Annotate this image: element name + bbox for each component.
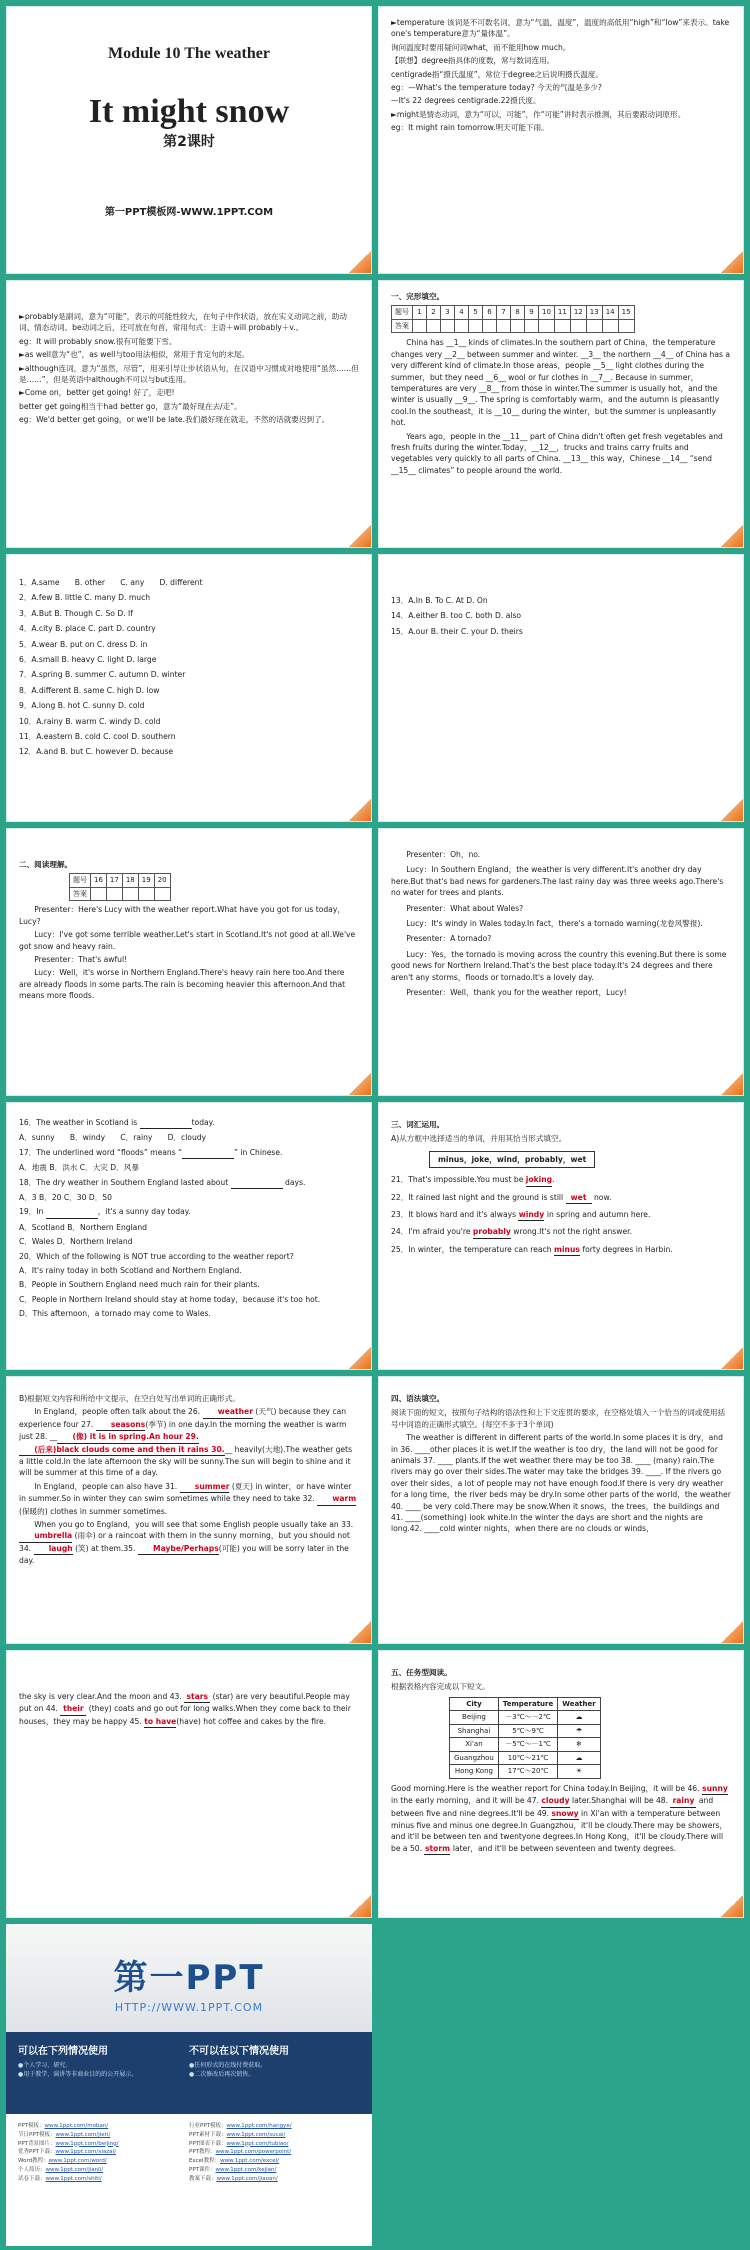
dialogue-line: Presenter：A tornado? <box>406 934 492 944</box>
option-line: 2．A.few B. little C. many D. much <box>19 593 151 603</box>
link-row: 行业PPT模板：www.1ppt.com/hangye/ <box>189 2123 292 2129</box>
note-line: better get going相当于had better go，意为“最好现在去/走”。 <box>19 401 242 411</box>
resource-link[interactable]: www.1ppt.com/word/ <box>48 2158 107 2165</box>
grid-cell <box>570 319 586 333</box>
link-list-left <box>18 2122 189 2184</box>
section-instruction: B)根据短文内容和所给中文提示，在空白处写出单词的正确形式。 <box>19 1394 240 1403</box>
word-box: minus，joke，wind，probably，wet <box>429 1151 595 1168</box>
cloze-paragraph: Years ago，people in the __11__ part of China didn't often get fresh vegetables and fresh fruits during the winter.Today，__12__，trucks and trains carry fruits and vegetables very quickly to all parts of China. __13__ this way，Chinese __14__ “send __15__ climates” to people around the world. <box>391 431 723 475</box>
reading-slide <box>6 828 372 1096</box>
usage-line: ●用于教学、演讲等非商业目的的公开展示。 <box>18 2071 138 2078</box>
cloze-slide <box>378 280 744 548</box>
usage-line: ●任何形式的在线付费获取。 <box>189 2062 267 2069</box>
question-line: 19．In ，it's a sunny day today. <box>19 1206 359 1218</box>
grid-cell <box>497 319 511 333</box>
grid-cell <box>525 319 539 333</box>
resource-link[interactable]: www.1ppt.com/hangye/ <box>226 2123 292 2129</box>
question-line: 20．Which of the following is NOT true according to the weather report? <box>19 1251 294 1261</box>
page-fold-icon <box>349 1621 371 1643</box>
dialogue-line: Presenter：Oh，no. <box>406 850 481 859</box>
task-reading-slide <box>378 1650 744 1918</box>
resource-link[interactable]: www.1ppt.com/kejian/ <box>215 2166 277 2173</box>
link-row: 优秀PPT下载：www.1ppt.com/xiazai/ <box>18 2149 117 2156</box>
link-row: PPT素材下载：www.1ppt.com/sucai/ <box>189 2131 286 2138</box>
grid-cell: 2 <box>427 306 441 320</box>
note-line: eg：We'd better get going，or we'll be late.我们最好现在就走，不然的话就要迟到了。 <box>19 415 330 425</box>
title-slide <box>6 6 372 274</box>
table-cell: －5℃～－1℃ <box>498 1738 557 1752</box>
resource-link[interactable]: www.1ppt.com/jiaoan/ <box>216 2175 278 2182</box>
grid-cell <box>602 319 618 333</box>
option-line: 15．A.our B. their C. your D. theirs <box>391 626 523 636</box>
question-line: D．This afternoon，a tornado may come to Wales. <box>19 1309 211 1319</box>
weather-icon: ☁ <box>558 1711 600 1725</box>
resource-link[interactable]: www.1ppt.com/jianli/ <box>45 2166 104 2173</box>
question-line: 16．The weather in Scotland is today. <box>19 1117 359 1129</box>
note-line: ►probably是副词，意为“可能”，表示的可能性较大，在句子中作状语，放在实义动词之前，助动词、情态动词、be动词之后，还可放在句首，常用句式：主语＋will probably＋v.。 <box>19 312 347 333</box>
cloze-options-slide <box>6 554 372 822</box>
table-row <box>450 1711 601 1725</box>
grid-cell <box>586 319 602 333</box>
vocab-item: 24．I'm afraid you're probably wrong.It's not the right answer. <box>391 1226 731 1238</box>
weather-report-paragraph: Good morning.Here is the weather report for China today.In Beijing，it will be 46. sunny in the early morning，and it will be 47. cloudy later.Shanghai will be 48. rainy and between five and nine degrees.It'll be 49. snowy in Xi'an with a temperature between minus five and minus one degree.In Guangzhou，it'll be cloudy.There may be showers，and it'll be between ten and twentyone degrees.In Hong Kong，it'll be cloudy.There will be a 50. storm later，and it'll be between seventeen and twenty degrees. <box>391 1783 731 1855</box>
table-cell: 5℃～9℃ <box>498 1724 557 1738</box>
section-heading: 三、词汇运用。 <box>391 1120 445 1129</box>
note-line: 【联想】degree指具体的度数，常与数词连用。 <box>391 56 555 66</box>
cloze-options-slide-2 <box>378 554 744 822</box>
grid-cell: 10 <box>539 306 555 320</box>
question-line: 18．The dry weather in Southern England lasted about days. <box>19 1177 359 1189</box>
resource-link[interactable]: www.1ppt.com/beijing/ <box>55 2140 119 2147</box>
answer-grid <box>69 873 171 901</box>
allowed-usage <box>18 2042 189 2104</box>
usage-line: ●个人学习、研究。 <box>18 2062 72 2069</box>
question-line: C．People in Northern Ireland should stay at home today，because it's too hot. <box>19 1294 321 1304</box>
option-line: 6．A.small B. heavy C. light D. large <box>19 654 157 664</box>
resource-link[interactable]: www.1ppt.com/xiazai/ <box>55 2149 117 2156</box>
table-cell: Guangzhou <box>450 1751 499 1765</box>
link-row: 教案下载：www.1ppt.com/jiaoan/ <box>189 2175 278 2182</box>
reading-slide-2 <box>378 828 744 1096</box>
table-row <box>450 1724 601 1738</box>
table-row <box>450 1751 601 1765</box>
grid-cell: 14 <box>602 306 618 320</box>
table-row <box>450 1765 601 1779</box>
question-line: A．地震 B．洪水 C．大灾 D．风暴 <box>19 1163 139 1173</box>
grid-cell: 15 <box>618 306 634 320</box>
option-line: 1．A.same B. other C. any D. different <box>19 578 203 587</box>
option-line: 10．A.rainy B. warm C. windy D. cold <box>19 716 161 726</box>
grammar-slide <box>378 1376 744 1644</box>
option-line: 11．A.eastern B. cold C. cool D. southern <box>19 731 176 741</box>
brand-logo: 第一PPT <box>113 1958 265 1998</box>
option-line: 7．A.spring B. summer C. autumn D. winter <box>19 670 186 680</box>
option-line: 4．A.city B. place C. part D. country <box>19 624 156 634</box>
resource-link[interactable]: www.1ppt.com/tubiao/ <box>226 2140 289 2147</box>
link-row: PPT课件：www.1ppt.com/kejian/ <box>189 2166 277 2173</box>
note-line: ►although连词，意为“虽然，尽管”，用来引导让步状语从句，在汉语中习惯成对地使用“虽然……但是……”，但是英语中although不可以与but连用。 <box>19 363 359 384</box>
promo-slide <box>6 1924 372 2246</box>
link-row: PPT背景图片：www.1ppt.com/beijing/ <box>18 2140 119 2147</box>
table-cell: Xi'an <box>450 1738 499 1752</box>
grid-cell: 16 <box>91 874 107 888</box>
grammar-paragraph: The weather is different in different parts of the world.In some places it is dry，and in 36. ____other places it is wet.If the weather is too dry，the land will not be good for animals 37. ____ plants.If the wet weather there may be too 38. ____ (many) rain.The rivers may go over their sides.The water may take the bridges 39. ____. If the rivers go over their sides，a lot of people may not have enough food.If there is very dry weather for a long time，the river beds may be dry.In some other parts of the world，the weather 40. ____ be very cold.There may be snow.When it snows，the trees，the buildings and 41. ____(something) look white.In the winter the days are short and the nights are long.42. ____cold winter nights，when there are no clouds or winds， <box>391 1433 731 1534</box>
weather-icon: ❄ <box>558 1738 600 1752</box>
link-list-right <box>189 2122 360 2184</box>
note-line: ►might是情态动词，意为“可以，可能”，作“可能”讲时表示推测，其后要跟动词原形。 <box>391 109 686 119</box>
table-cell: 10℃～21℃ <box>498 1751 557 1765</box>
notes-probably-slide <box>6 280 372 548</box>
grid-cell: 3 <box>441 306 455 320</box>
grid-cell: 19 <box>138 874 154 888</box>
table-cell: Beijing <box>450 1711 499 1725</box>
page-fold-icon <box>349 525 371 547</box>
grid-cell: 17 <box>106 874 122 888</box>
lesson-title: It might snow <box>88 93 290 130</box>
grid-cell <box>441 319 455 333</box>
table-header: Weather <box>558 1697 600 1711</box>
vocab-item: 25．In winter，the temperature can reach minus forty degrees in Harbin. <box>391 1244 731 1256</box>
page-fold-icon <box>721 799 743 821</box>
resource-link[interactable]: www.1ppt.com/powerpoint/ <box>215 2149 292 2156</box>
question-line: A．Scotland B．Northern England <box>19 1222 147 1232</box>
forbidden-usage <box>189 2042 360 2104</box>
note-line: —It's 22 degrees centigrade.22摄氏度。 <box>391 96 541 106</box>
question-line: C．Wales D．Northern Ireland <box>19 1237 133 1247</box>
vocab-paragraph: When you go to England，you will see that some English people usually take an 33. umbrella (雨伞) or a raincoat with them in the sunny morning，but you should not 34. laugh (笑) at them.35. Maybe/Perhaps(可能) you will be sorry later in the day. <box>19 1519 354 1566</box>
grid-cell <box>618 319 634 333</box>
vocab-paragraph: In England，people can also have 31. summer (夏天) in winter，or have winter in summer.So in winter they can swim sometimes while they need to take 32. warm (保暖的) clothes in summer sometimes. <box>19 1481 357 1516</box>
grid-cell <box>554 319 570 333</box>
reading-questions-slide <box>6 1102 372 1370</box>
page-fold-icon <box>721 251 743 273</box>
table-cell: Hong Kong <box>450 1765 499 1779</box>
section-heading: 四、语法填空。 <box>391 1394 445 1403</box>
note-line: ►temperature 该词是不可数名词，意为“气温，温度”，温度的高低用“high”和“low”来表示。take one's temperature意为“量体温”。 <box>391 18 730 39</box>
page-fold-icon <box>721 1621 743 1643</box>
vocabulary-b-slide <box>6 1376 372 1644</box>
vocabulary-slide <box>378 1102 744 1370</box>
weather-icon: ☁ <box>558 1751 600 1765</box>
grid-cell: 4 <box>455 306 469 320</box>
link-row: PPT图表下载：www.1ppt.com/tubiao/ <box>189 2140 289 2147</box>
resource-link[interactable]: www.1ppt.com/excel/ <box>220 2158 280 2165</box>
link-row: PPT模板：www.1ppt.com/moban/ <box>18 2123 109 2129</box>
answer-grid <box>391 305 635 333</box>
brand-url[interactable]: HTTP://WWW.1PPT.COM <box>114 2001 264 2014</box>
grid-cell <box>91 887 107 901</box>
page-fold-icon <box>721 1895 743 1917</box>
weather-icon: ☀ <box>558 1765 600 1779</box>
link-row: 节日PPT模板：www.1ppt.com/jieri/ <box>18 2131 111 2138</box>
dialogue-line: Lucy：Yes，the tornado is moving across the country this evening.But there is some good news for Northern Ireland.That's the best place today.It's 24 degrees and there aren't any storms，floods or tornado.It's a lovely day. <box>391 949 727 982</box>
module-title: Module 10 The weather <box>108 45 270 62</box>
note-line: ►as well意为“也”，as well与too用法相似，常用于肯定句的末尾。 <box>19 350 250 360</box>
resource-link[interactable]: www.1ppt.com/jieri/ <box>55 2131 111 2138</box>
table-row <box>450 1738 601 1752</box>
note-line: eg：It might rain tomorrow.明天可能下雨。 <box>391 123 549 133</box>
page-fold-icon <box>721 1347 743 1369</box>
option-line: 9．A.long B. hot C. sunny D. cold <box>19 701 145 711</box>
question-line: A．sunny B．windy C．rainy D．cloudy <box>19 1133 207 1143</box>
weather-table <box>449 1697 601 1779</box>
link-row: 试卷下载：www.1ppt.com/shiti/ <box>18 2175 102 2182</box>
table-cell: Shanghai <box>450 1724 499 1738</box>
page-fold-icon <box>721 1073 743 1095</box>
page-fold-icon <box>349 1073 371 1095</box>
grid-cell: 13 <box>586 306 602 320</box>
forbidden-heading: 不可以在以下情况使用 <box>189 2046 289 2057</box>
table-header: City <box>450 1697 499 1711</box>
note-line: centigrade指“摄氏温度”，常位于degree之后说明摄氏温度。 <box>391 69 603 79</box>
grid-cell: 18 <box>122 874 138 888</box>
link-row: Word教程：www.1ppt.com/word/ <box>18 2158 107 2165</box>
allowed-heading: 可以在下列情况使用 <box>18 2046 108 2057</box>
table-cell: 17℃～20℃ <box>498 1765 557 1779</box>
dialogue-line: Presenter：What about Wales? <box>406 903 524 913</box>
grammar-paragraph: the sky is very clear.And the moon and 43. stars (star) are very beautiful.People may put on 44. their (they) coats and go out for long walks.When they come back to their houses，they may be happy 45. to have(have) hot coffee and cakes by the fire. <box>19 1691 359 1728</box>
dialogue-line: Lucy：Well，it's worse in Northern England.There's heavy rain here too.And there are already floods in some parts.The rain is becoming heavier this afternoon.And that means more floods. <box>19 968 346 1001</box>
grid-cell: 答案 <box>70 887 91 901</box>
grid-cell <box>483 319 497 333</box>
dialogue-line: Presenter：Well，thank you for the weather report，Lucy! <box>406 987 627 997</box>
grid-cell: 6 <box>483 306 497 320</box>
section-instruction: 根据表格内容完成以下短文。 <box>391 1682 490 1692</box>
grid-cell: 5 <box>469 306 483 320</box>
vocab-item: 21．That's impossible.You must be joking. <box>391 1174 731 1186</box>
notes-temperature-slide <box>378 6 744 274</box>
page-fold-icon <box>349 1347 371 1369</box>
page-fold-icon <box>349 1895 371 1917</box>
grid-cell <box>427 319 441 333</box>
question-line: A．It's rainy today in both Scotland and Northern England. <box>19 1265 242 1275</box>
grid-cell: 7 <box>497 306 511 320</box>
grid-cell <box>469 319 483 333</box>
page-fold-icon <box>349 799 371 821</box>
section-heading: 一、完形填空。 <box>391 292 445 301</box>
grid-cell <box>122 887 138 901</box>
weather-icon: ☂ <box>558 1724 600 1738</box>
question-line: B．People in Southern England need much rain for their plants. <box>19 1280 260 1290</box>
section-heading: 二、阅读理解。 <box>19 860 73 869</box>
dialogue-line: Presenter：That's awful! <box>34 954 128 964</box>
resource-link[interactable]: www.1ppt.com/shiti/ <box>45 2175 102 2182</box>
option-line: 8．A.different B. same C. high D. low <box>19 685 160 695</box>
cloze-paragraph: China has __1__ kinds of climates.In the southern part of China，the temperature changes very __2__ between summer and winter. __3__ the northern __4__ of China has a very different kind of climate.In those areas，people __5__ light clothes during the summer，but they need __6__ wool or fur clothes in __7__. Because in summer，temperatures are very __8__ from those in winter.The summer is usually hot，and the winter is usually __9__. The spring is comfortably warm，and the autumn is pleasantly cool.In the southeast，it is __10__ during the winter，but the summer is unpleasantly hot. <box>391 338 731 428</box>
grid-cell: 1 <box>413 306 427 320</box>
dialogue-line: Lucy：In Southern England，the weather is very different.It's another dry day here.But that's bad news for gardeners.The last rainy day was three weeks ago.There's no water for trees and plants. <box>391 865 724 898</box>
dialogue-line: Presenter：Here's Lucy with the weather report.What have you got for us today，Lucy? <box>19 905 345 926</box>
grid-cell <box>511 319 525 333</box>
section-heading: 五、任务型阅读。 <box>391 1668 452 1677</box>
question-line: 17．The underlined word “floods” means “ ” in Chinese. <box>19 1147 359 1159</box>
note-line: ►Come on，better get going! 好了，走吧! <box>19 388 175 398</box>
link-row: 个人简历：www.1ppt.com/jianli/ <box>18 2166 104 2173</box>
option-line: 13．A.In B. To C. At D. On <box>391 596 488 605</box>
option-line: 5．A.wear B. put on C. dress D. in <box>19 639 148 649</box>
grammar-slide-2 <box>6 1650 372 1918</box>
note-line: eg：—What's the temperature today? 今天的气温是多少? <box>391 82 602 92</box>
page-fold-icon <box>721 525 743 547</box>
grid-cell: 题号 <box>392 306 413 320</box>
grid-cell <box>413 319 427 333</box>
link-row: Excel教程：www.1ppt.com/excel/ <box>189 2158 280 2165</box>
option-line: 14．A.either B. too C. both D. also <box>391 611 522 621</box>
vocab-item: 22．It rained last night and the ground is still wet now. <box>391 1192 731 1204</box>
page-fold-icon <box>349 251 371 273</box>
vocab-paragraph: In England，people often talk about the 26. weather (天气) because they can experience four 27. seasons(季节) in one day.In the morning the weather is warm just 28. __(像) it is in spring.An hour 29.(后来)black clouds come and then it rains 30.__ heavily(大地).The weather gets a little cold.In the late afternoon the sky will be sunny.The sun will begin to shine and it will be summer at this time of a day. <box>19 1407 353 1478</box>
section-instruction: A)从方框中选择适当的单词，并用其恰当形式填空。 <box>391 1134 567 1144</box>
grid-cell: 11 <box>554 306 570 320</box>
question-line: A．3 B．20 C．30 D．50 <box>19 1192 112 1202</box>
grid-cell: 20 <box>154 874 170 888</box>
grid-cell <box>539 319 555 333</box>
grid-cell: 8 <box>511 306 525 320</box>
grid-cell: 答案 <box>392 319 413 333</box>
link-row: PPT教程：www.1ppt.com/powerpoint/ <box>189 2149 292 2156</box>
grid-cell <box>154 887 170 901</box>
usage-line: ●二次修改后再次销售。 <box>189 2071 255 2078</box>
note-line: 询问温度时要用疑问词what，而不能用how much。 <box>391 42 571 52</box>
site-credit: 第一PPT模板网-WWW.1PPT.COM <box>104 207 274 218</box>
grid-cell: 12 <box>570 306 586 320</box>
option-line: 12．A.and B. but C. however D. because <box>19 747 174 757</box>
dialogue-line: Lucy：It's windy in Wales today.In fact，there's a tornado warning(龙卷风警报). <box>406 918 703 928</box>
grid-cell <box>455 319 469 333</box>
grid-cell <box>138 887 154 901</box>
vocab-item: 23．It blows hard and it's always windy in spring and autumn here. <box>391 1209 731 1221</box>
grid-cell: 题号 <box>70 874 91 888</box>
dialogue-line: Lucy：I've got some terrible weather.Let's start in Scotland.It's not good at all.We've got snow and heavy rain. <box>19 930 356 951</box>
section-instruction: 阅读下面的短文，按照句子结构的语法性和上下文连贯的要求，在空格处填入一个恰当的词或使用括号中词语的正确形式填空。(每空不多于3个单词) <box>391 1408 726 1429</box>
table-header: Temperature <box>498 1697 557 1711</box>
resource-link[interactable]: www.1ppt.com/moban/ <box>44 2123 109 2129</box>
lesson-subtitle: 第2课时 <box>163 134 215 150</box>
resource-link[interactable]: www.1ppt.com/sucai/ <box>226 2131 286 2138</box>
grid-cell <box>106 887 122 901</box>
option-line: 3．A.But B. Though C. So D. If <box>19 608 133 618</box>
table-cell: －3℃～－2℃ <box>498 1711 557 1725</box>
grid-cell: 9 <box>525 306 539 320</box>
note-line: eg：It will probably snow.很有可能要下雪。 <box>19 336 177 346</box>
